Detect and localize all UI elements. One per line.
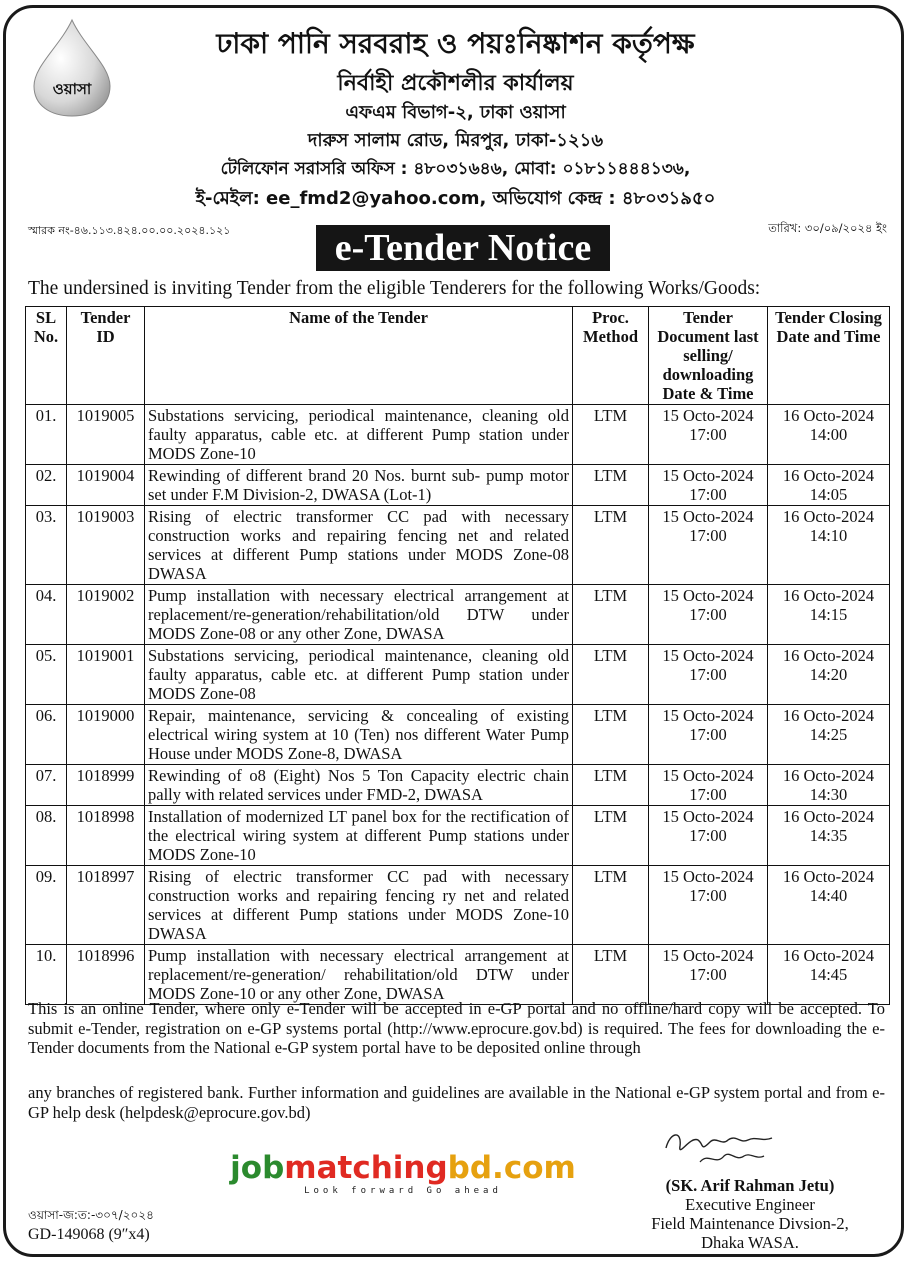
office-name: নির্বাহী প্রকৌশলীর কার্যালয় — [337, 71, 574, 96]
closing-date: 16 Octo-2024 — [782, 406, 875, 425]
row-method: LTM — [573, 506, 649, 585]
doc-date: 15 Octo-2024 — [662, 646, 754, 665]
row-tender-name: Repair, maintenance, servicing & concealing of existing electrical wiring system at 10 (Ten) nos different Water Pump House under MODS Zone-8, DWASA — [145, 705, 573, 765]
row-method: LTM — [573, 465, 649, 506]
row-closing-datetime — [768, 866, 890, 945]
closing-time: 14:25 — [809, 725, 848, 744]
row-closing-datetime — [768, 585, 890, 645]
row-closing-datetime — [768, 765, 890, 806]
row-sl: 02. — [26, 465, 67, 506]
closing-date: 16 Octo-2024 — [782, 766, 875, 785]
header-sl: SL No. — [26, 307, 67, 405]
row-tender-id: 1019004 — [67, 465, 145, 506]
doc-date: 15 Octo-2024 — [662, 706, 754, 725]
doc-time: 17:00 — [689, 605, 727, 624]
division-name: এফএম বিভাগ-২, ঢাকা ওয়াসা — [345, 102, 566, 123]
closing-time: 14:35 — [809, 826, 848, 845]
signature-scribble — [660, 1122, 780, 1170]
tender-table-body — [26, 405, 890, 1005]
row-closing-datetime — [768, 645, 890, 705]
table-row — [26, 945, 890, 1005]
row-sl: 06. — [26, 705, 67, 765]
notice-date: তারিখ: ৩০/০৯/২০২৪ ইং — [768, 221, 887, 235]
row-doc-datetime — [649, 506, 768, 585]
closing-date: 16 Octo-2024 — [782, 867, 875, 886]
row-tender-id: 1019000 — [67, 705, 145, 765]
watermark-logo: jobmatchingbd.com — [230, 1150, 576, 1186]
doc-date: 15 Octo-2024 — [662, 406, 754, 425]
row-doc-datetime — [649, 765, 768, 806]
email-line: ই-মেইল: ee_fmd2@yahoo.com, অভিযোগ কেন্দ্র : ৪৮০৩১৯৫০ — [195, 188, 716, 209]
row-tender-name: Installation of modernized LT panel box for the rectification of the electrical wiring system at different Pump stations under MODS Zone-10 — [145, 806, 573, 866]
closing-date: 16 Octo-2024 — [782, 466, 875, 485]
row-sl: 05. — [26, 645, 67, 705]
header-tender-id: Tender ID — [67, 307, 145, 405]
intro-text: The undersined is inviting Tender from the eligible Tenderers for the following Works/Goods: — [28, 278, 761, 299]
signatory-designation: Executive Engineer — [685, 1195, 815, 1214]
row-closing-datetime — [768, 506, 890, 585]
signatory-division: Field Maintenance Divsion-2, — [651, 1214, 849, 1233]
closing-time: 14:00 — [809, 425, 848, 444]
row-tender-name: Rewinding of different brand 20 Nos. burnt sub- pump motor set under F.M Division-2, DWASA (Lot-1) — [145, 465, 573, 506]
gd-number: GD-149068 (9″x4) — [28, 1226, 150, 1243]
tender-table — [25, 306, 890, 1005]
closing-time: 14:20 — [809, 665, 848, 684]
row-sl: 04. — [26, 585, 67, 645]
row-sl: 10. — [26, 945, 67, 1005]
row-method: LTM — [573, 405, 649, 465]
table-row — [26, 645, 890, 705]
header-closing-date: Tender Closing Date and Time — [768, 307, 890, 405]
doc-date: 15 Octo-2024 — [662, 766, 754, 785]
doc-time: 17:00 — [689, 886, 727, 905]
closing-time: 14:15 — [809, 605, 848, 624]
row-closing-datetime — [768, 465, 890, 506]
row-closing-datetime — [768, 405, 890, 465]
row-tender-name: Pump installation with necessary electrical arrangement at replacement/re-generation/rehabilitation/old DTW under MODS Zone-08 or any other Zone, DWASA — [145, 585, 573, 645]
row-doc-datetime — [649, 945, 768, 1005]
row-method: LTM — [573, 585, 649, 645]
row-doc-datetime — [649, 866, 768, 945]
row-sl: 01. — [26, 405, 67, 465]
table-row — [26, 465, 890, 506]
doc-date: 15 Octo-2024 — [662, 466, 754, 485]
row-doc-datetime — [649, 705, 768, 765]
closing-date: 16 Octo-2024 — [782, 807, 875, 826]
row-sl: 09. — [26, 866, 67, 945]
table-row — [26, 405, 890, 465]
row-tender-id: 1019002 — [67, 585, 145, 645]
footer-paragraph-1: This is an online Tender, where only e-Tender will be accepted in e-GP portal and no offline/hard copy will be accepted. To submit e-Tender, registration on e-GP systems portal (http://www.eprocure.gov.bd) is required. The fees for downloading the e-Tender documents from the National e-GP system portal have to be deposited online through — [28, 999, 885, 1057]
watermark-tagline: Look forward Go ahead — [304, 1186, 502, 1196]
row-doc-datetime — [649, 806, 768, 866]
row-doc-datetime — [649, 405, 768, 465]
row-tender-id: 1019003 — [67, 506, 145, 585]
row-tender-id: 1019005 — [67, 405, 145, 465]
row-tender-id: 1018999 — [67, 765, 145, 806]
row-tender-name: Rising of electric transformer CC pad with necessary construction works and repairing fencing net and related services at different Pump stations under MODS Zone-08 DWASA — [145, 506, 573, 585]
table-row — [26, 705, 890, 765]
row-method: LTM — [573, 866, 649, 945]
header-name: Name of the Tender — [145, 307, 573, 405]
row-doc-datetime — [649, 465, 768, 506]
watermark — [228, 1150, 578, 1196]
row-method: LTM — [573, 645, 649, 705]
signatory-name: (SK. Arif Rahman Jetu) — [665, 1176, 835, 1195]
row-method: LTM — [573, 806, 649, 866]
closing-time: 14:45 — [809, 965, 848, 984]
doc-date: 15 Octo-2024 — [662, 946, 754, 965]
doc-time: 17:00 — [689, 965, 727, 984]
table-row — [26, 806, 890, 866]
closing-time: 14:30 — [809, 785, 848, 804]
table-row — [26, 866, 890, 945]
row-tender-id: 1018997 — [67, 866, 145, 945]
org-name: ঢাকা পানি সরবরাহ ও পয়ঃনিষ্কাশন কর্তৃপক্ষ — [216, 27, 695, 60]
doc-time: 17:00 — [689, 485, 727, 504]
row-method: LTM — [573, 705, 649, 765]
row-closing-datetime — [768, 945, 890, 1005]
closing-date: 16 Octo-2024 — [782, 706, 875, 725]
row-tender-name: Pump installation with necessary electrical arrangement at replacement/re-generation/ rehabilitation/old DTW under MODS Zone-10 or any other Zone, DWASA — [145, 945, 573, 1005]
row-sl: 07. — [26, 765, 67, 806]
closing-date: 16 Octo-2024 — [782, 946, 875, 965]
closing-time: 14:40 — [809, 886, 848, 905]
row-tender-id: 1018996 — [67, 945, 145, 1005]
row-sl: 03. — [26, 506, 67, 585]
closing-date: 16 Octo-2024 — [782, 646, 875, 665]
row-doc-datetime — [649, 645, 768, 705]
doc-time: 17:00 — [689, 826, 727, 845]
doc-time: 17:00 — [689, 725, 727, 744]
logo-text: ওয়াসা — [52, 80, 92, 98]
row-tender-name: Rising of electric transformer CC pad with necessary construction works and repairing fencing ry net and related services at different Pump stations under MODS Zone-10 DWASA — [145, 866, 573, 945]
doc-time: 17:00 — [689, 526, 727, 545]
row-method: LTM — [573, 945, 649, 1005]
row-tender-name: Rewinding of o8 (Eight) Nos 5 Ton Capacity electric chain pally with related services under FMD-2, DWASA — [145, 765, 573, 806]
row-method: LTM — [573, 765, 649, 806]
table-row — [26, 765, 890, 806]
table-row — [26, 585, 890, 645]
wasa-ref-number: ওয়াসা-জ:ত:-৩০৭/২০২৪ — [28, 1208, 154, 1222]
phone-line: টেলিফোন সরাসরি অফিস : ৪৮০৩১৬৪৬, মোবা: ০১৮১১৪৪৪১৩৬, — [220, 159, 691, 179]
doc-time: 17:00 — [689, 785, 727, 804]
signatory-org: Dhaka WASA. — [701, 1233, 799, 1252]
row-doc-datetime — [649, 585, 768, 645]
memo-number: স্মারক নং-৪৬.১১৩.৪২৪.০০.০০.২০২৪.১২১ — [28, 224, 231, 237]
row-tender-id: 1019001 — [67, 645, 145, 705]
header-method: Proc. Method — [573, 307, 649, 405]
row-closing-datetime — [768, 806, 890, 866]
doc-date: 15 Octo-2024 — [662, 867, 754, 886]
doc-date: 15 Octo-2024 — [662, 807, 754, 826]
closing-time: 14:05 — [809, 485, 848, 504]
row-sl: 08. — [26, 806, 67, 866]
row-tender-id: 1018998 — [67, 806, 145, 866]
header-doc-date: Tender Document last selling/ downloading Date & Time — [649, 307, 768, 405]
doc-time: 17:00 — [689, 425, 727, 444]
address: দারুস সালাম রোড, মিরপুর, ঢাকা-১২১৬ — [307, 130, 604, 151]
doc-date: 15 Octo-2024 — [662, 507, 754, 526]
row-tender-name: Substations servicing, periodical maintenance, cleaning old faulty apparatus, cable etc. at different Pump station under MODS Zone-08 — [145, 645, 573, 705]
row-tender-name: Substations servicing, periodical maintenance, cleaning old faulty apparatus, cable etc. at different Pump station under MODS Zone-10 — [145, 405, 573, 465]
closing-date: 16 Octo-2024 — [782, 586, 875, 605]
notice-title: e-Tender Notice — [316, 225, 610, 271]
closing-time: 14:10 — [809, 526, 848, 545]
footer-paragraph-2: any branches of registered bank. Further information and guidelines are available in the National e-GP system portal and from e-GP help desk (helpdesk@eprocure.gov.bd) — [28, 1083, 885, 1122]
closing-date: 16 Octo-2024 — [782, 507, 875, 526]
table-header-row — [26, 307, 890, 405]
doc-date: 15 Octo-2024 — [662, 586, 754, 605]
table-row — [26, 506, 890, 585]
row-closing-datetime — [768, 705, 890, 765]
doc-time: 17:00 — [689, 665, 727, 684]
